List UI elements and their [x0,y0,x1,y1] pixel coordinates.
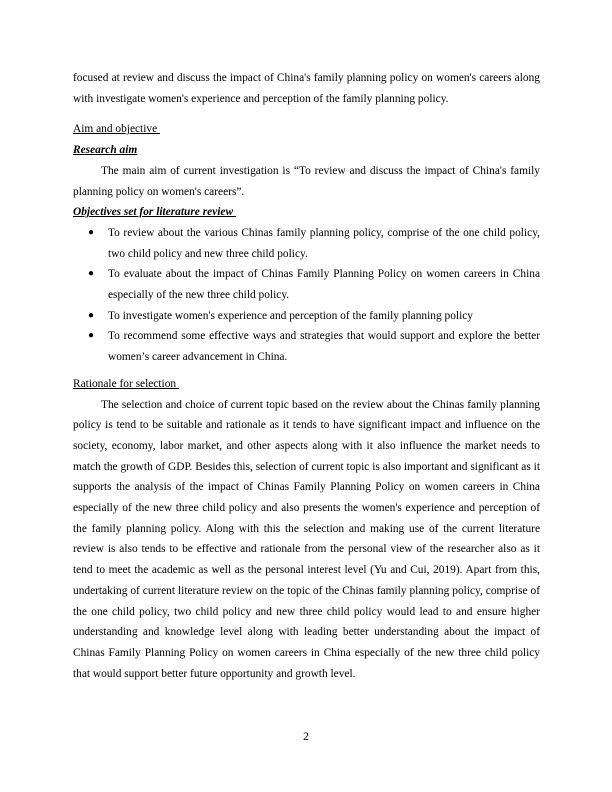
page-number: 2 [303,731,309,743]
rationale-paragraph: The selection and choice of current topic based on the review about the Chinas family planning policy is tend to be suitable and rationale as it tends to have significant impact and influence on the society, economy, labor market, and other aspects along with it also influence the market needs to match the growth of GDP. Besides this, selection of current topic is also important and significant as it supports the analysis of the impact of Chinas Family Planning Policy on women careers in China especially of the new three child policy and also presents the women's experience and perception of the family planning policy. Along with this the selection and making use of the current literature review is also tends to be effective and rationale from the personal view of the researcher also as it tend to meet the academic as well as the personal interest level (Yu and Cui, 2019). Apart from this, undertaking of current literature review on the topic of the Chinas family planning policy, comprise of the one child policy, two child policy and new three child policy would lead to and ensure higher understanding and knowledge level along with leading better understanding about the impact of Chinas Family Planning Policy on women careers in China especially of the new three child policy that would support better future opportunity and growth level. [73,398,540,680]
bullet-icon: ● [88,226,95,238]
aim-and-objective-heading: Aim and objective [73,123,160,136]
objective-item [73,306,540,327]
objective-text: To recommend some effective ways and strategies that would support and explore the better women’s career advancement in China. [108,330,540,364]
objective-item [73,223,540,264]
bullet-icon: ● [88,309,95,321]
research-aim-paragraph: The main aim of current investigation is “To review and discuss the impact of China's family planning policy on women's careers”. [73,164,540,198]
bullet-icon: ● [88,268,95,280]
objective-item [73,326,540,367]
research-aim-heading: Research aim [73,144,138,157]
document-page [73,68,540,684]
objectives-list [73,223,540,368]
intro-paragraph: focused at review and discuss the impact of China's family planning policy on women's careers along with investigate women's experience and perception of the family planning policy. [73,72,540,105]
objective-text: To investigate women's experience and perception of the family planning policy [108,309,474,322]
bullet-icon: ● [88,330,95,342]
objective-text: To evaluate about the impact of Chinas Family Planning Policy on women careers in China especially of the new three child policy. [108,268,540,302]
rationale-heading: Rationale for selection [73,377,179,390]
objective-text: To review about the various Chinas family planning policy, comprise of the one child policy, two child policy and new three child policy. [108,226,540,260]
objective-item [73,264,540,305]
objectives-heading: Objectives set for literature review [73,206,236,219]
